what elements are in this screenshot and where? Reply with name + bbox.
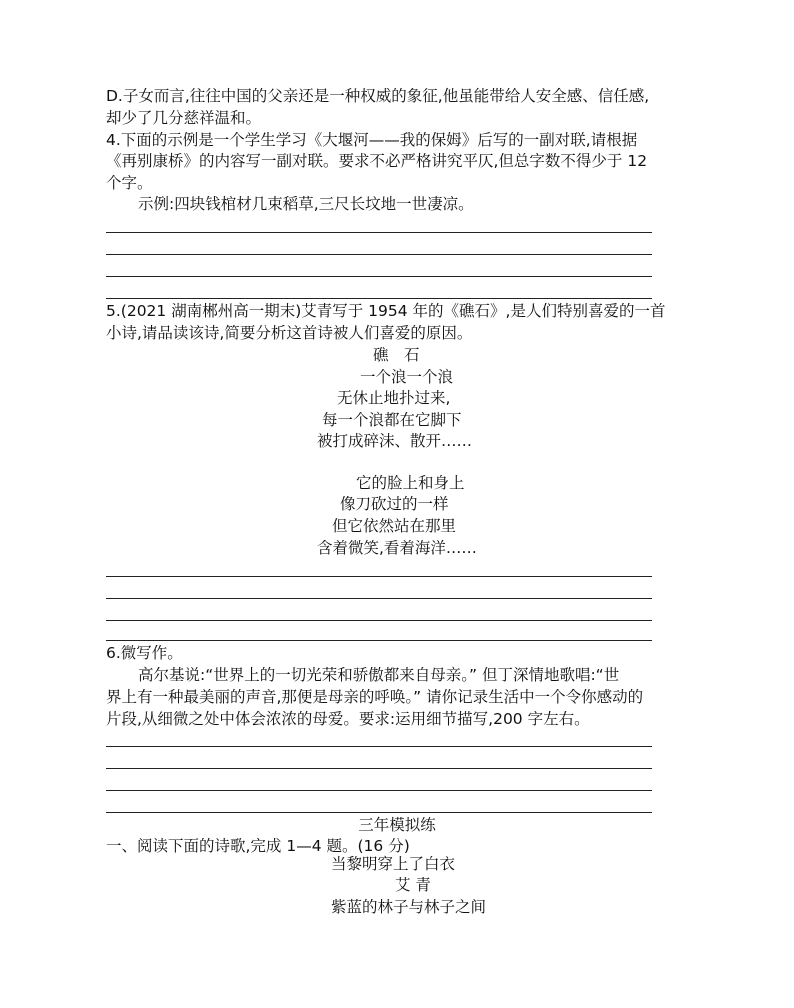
answer-line bbox=[106, 790, 652, 791]
q5-poem-line: 每一个浪都在它脚下 bbox=[322, 411, 462, 429]
answer-line bbox=[106, 298, 652, 299]
q5-poem-line: 它的脸上和身上 bbox=[356, 474, 465, 492]
answer-line bbox=[106, 620, 652, 621]
q4-line-2: 《再别康桥》的内容写一副对联。要求不必严格讲究平仄,但总字数不得少于 12 bbox=[106, 152, 648, 170]
q5-poem-line: 一个浪一个浪 bbox=[360, 368, 454, 386]
answer-line bbox=[106, 576, 652, 577]
q5-poem-line: 无休止地扑过来, bbox=[337, 389, 451, 407]
q4-example: 示例:四块钱棺材几束稻草,三尺长坟地一世凄凉。 bbox=[138, 195, 474, 213]
q5-poem-title: 礁 石 bbox=[373, 346, 420, 364]
option-d-line-1: D.子女而言,往往中国的父亲还是一种权威的象征,他虽能带给人安全感、信任感, bbox=[106, 87, 650, 105]
answer-line bbox=[106, 276, 652, 277]
q5-line-1: 5.(2021 湖南郴州高一期末)艾青写于 1954 年的《礁石》,是人们特别喜爱的一首 bbox=[106, 302, 666, 320]
option-d-line-2: 却少了几分慈祥温和。 bbox=[106, 109, 262, 127]
answer-line bbox=[106, 254, 652, 255]
q5-line-2: 小诗,请品读该诗,简要分析这首诗被人们喜爱的原因。 bbox=[106, 324, 473, 342]
q6-heading: 6.微写作。 bbox=[106, 644, 183, 662]
q6-line-2: 界上有一种最美丽的声音,那便是母亲的呼唤。” 请你记录生活中一个令你感动的 bbox=[106, 688, 644, 706]
answer-line bbox=[106, 232, 652, 233]
section-poem-title: 当黎明穿上了白衣 bbox=[331, 855, 456, 873]
q5-poem-line: 含着微笑,看着海洋…… bbox=[317, 539, 477, 557]
section-title: 三年模拟练 bbox=[358, 816, 436, 834]
answer-line bbox=[106, 812, 652, 813]
answer-line bbox=[106, 640, 652, 641]
q5-poem-line: 像刀砍过的一样 bbox=[340, 495, 449, 513]
answer-line bbox=[106, 768, 652, 769]
q6-line-3: 片段,从细微之处中体会浓浓的母爱。要求:运用细节描写,200 字左右。 bbox=[106, 710, 590, 728]
section-poem-line: 紫蓝的林子与林子之间 bbox=[331, 898, 487, 916]
section-poem-author: 艾 青 bbox=[395, 876, 431, 894]
q4-line-3: 个字。 bbox=[106, 174, 153, 192]
q6-line-1: 高尔基说:“世界上的一切光荣和骄傲都来自母亲。” 但丁深情地歌唱:“世 bbox=[138, 666, 620, 684]
section-instruction: 一、阅读下面的诗歌,完成 1—4 题。(16 分) bbox=[106, 837, 410, 855]
answer-line bbox=[106, 598, 652, 599]
q5-poem-line: 但它依然站在那里 bbox=[332, 517, 457, 535]
answer-line bbox=[106, 746, 652, 747]
q5-poem-line: 被打成碎沫、散开…… bbox=[317, 432, 473, 450]
q4-line-1: 4.下面的示例是一个学生学习《大堰河——我的保姆》后写的一副对联,请根据 bbox=[106, 131, 638, 149]
